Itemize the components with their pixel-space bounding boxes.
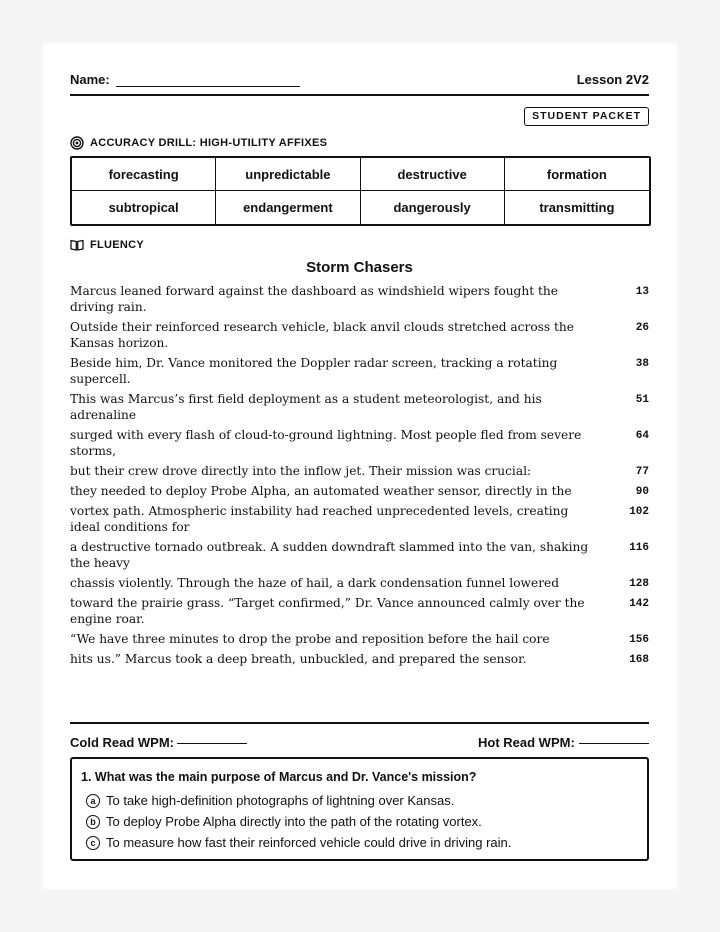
student-packet-badge: STUDENT PACKET (524, 107, 649, 126)
answer-option-c[interactable] (86, 835, 511, 850)
name-blank-line[interactable] (116, 86, 300, 87)
header-row (70, 72, 649, 92)
fluency-passage (70, 283, 649, 671)
hot-read-wpm-label: Hot Read WPM: (478, 735, 575, 750)
passage-line-text: “We have three minutes to drop the probe and reposition before the hail core (70, 632, 550, 646)
passage-line-text: This was Marcus’s first field deployment as a student meteorologist, and his adrenaline (70, 392, 542, 422)
name-label: Name: (70, 72, 110, 87)
answer-option-b[interactable] (86, 814, 482, 829)
passage-line (70, 427, 649, 459)
affix-word: unpredictable (216, 158, 360, 191)
passage-line-text: Marcus leaned forward against the dashboard as windshield wipers fought the driving rain. (70, 284, 558, 314)
worksheet-page (43, 43, 677, 889)
question-text: 1. What was the main purpose of Marcus and Dr. Vance's mission? (81, 770, 477, 784)
passage-line (70, 575, 649, 591)
affix-word: subtropical (72, 191, 216, 224)
word-count: 90 (635, 486, 649, 498)
word-count: 77 (635, 466, 649, 478)
passage-line (70, 283, 649, 315)
target-icon (70, 136, 84, 150)
passage-line (70, 539, 649, 571)
word-count: 142 (629, 598, 649, 610)
passage-line (70, 355, 649, 387)
passage-line-text: vortex path. Atmospheric instability had reached unprecedented levels, creating ideal conditions for (70, 504, 569, 534)
lesson-label: Lesson 2V2 (576, 72, 649, 87)
passage-line (70, 483, 649, 499)
word-count: 168 (629, 654, 649, 666)
passage-line (70, 463, 649, 479)
accuracy-drill-heading (70, 136, 327, 150)
hot-read-wpm-blank[interactable] (579, 743, 649, 744)
passage-line (70, 319, 649, 351)
open-book-icon (70, 239, 84, 251)
word-count: 102 (629, 506, 649, 518)
passage-line-text: toward the prairie grass. “Target confirmed,” Dr. Vance announced calmly over the engine roar. (70, 596, 585, 626)
passage-line (70, 631, 649, 647)
passage-line-text: Beside him, Dr. Vance monitored the Doppler radar screen, tracking a rotating supercell. (70, 356, 558, 386)
cold-read-wpm-label: Cold Read WPM: (70, 735, 174, 750)
passage-line-text: surged with every flash of cloud-to-ground lightning. Most people fled from severe storms, (70, 428, 582, 458)
story-title: Storm Chasers (306, 259, 413, 276)
fluency-title: FLUENCY (90, 239, 145, 251)
word-count: 128 (629, 578, 649, 590)
answer-option-a[interactable] (86, 793, 454, 808)
option-text: To take high-definition photographs of lightning over Kansas. (106, 793, 455, 808)
option-bubble-b[interactable]: b (86, 815, 100, 829)
affix-word: transmitting (539, 200, 615, 215)
word-count: 116 (629, 542, 649, 554)
affix-word: formation (505, 158, 649, 191)
passage-line-text: but their crew drove directly into the inflow jet. Their mission was crucial: (70, 464, 532, 478)
fluency-heading (70, 239, 144, 251)
word-count: 51 (635, 394, 649, 406)
header-divider (70, 94, 649, 96)
passage-line-text: a destructive tornado outbreak. A sudden downdraft slammed into the van, shaking the heavy (70, 540, 589, 570)
passage-line (70, 595, 649, 627)
affix-word-grid (70, 156, 651, 226)
accuracy-drill-title: ACCURACY DRILL: HIGH-UTILITY AFFIXES (90, 137, 328, 149)
passage-line-text: chassis violently. Through the haze of hail, a dark condensation funnel lowered (70, 576, 560, 590)
option-text: To deploy Probe Alpha directly into the path of the rotating vortex. (106, 814, 482, 829)
word-count: 64 (635, 430, 649, 442)
word-count: 26 (635, 322, 649, 334)
word-count: 13 (635, 286, 649, 298)
passage-line (70, 391, 649, 423)
option-text: To measure how fast their reinforced vehicle could drive in driving rain. (106, 835, 512, 850)
passage-line (70, 651, 649, 667)
comprehension-question-box (70, 757, 649, 861)
affix-word: dangerously (361, 191, 505, 224)
passage-line-text: hits us.” Marcus took a deep breath, unbuckled, and prepared the sensor. (70, 652, 527, 666)
word-count: 38 (635, 358, 649, 370)
passage-line (70, 503, 649, 535)
option-bubble-c[interactable]: c (86, 836, 100, 850)
cold-read-wpm-blank[interactable] (177, 743, 247, 744)
affix-word: destructive (361, 158, 505, 191)
word-count: 156 (629, 634, 649, 646)
passage-line-text: they needed to deploy Probe Alpha, an automated weather sensor, directly in the (70, 484, 572, 498)
affix-word: forecasting (72, 158, 216, 191)
passage-line-text: Outside their reinforced research vehicle, black anvil clouds stretched across the Kansas horizon. (70, 320, 574, 350)
option-bubble-a[interactable]: a (86, 794, 100, 808)
affix-word: endangerment (216, 191, 360, 224)
footer-divider (70, 722, 649, 724)
